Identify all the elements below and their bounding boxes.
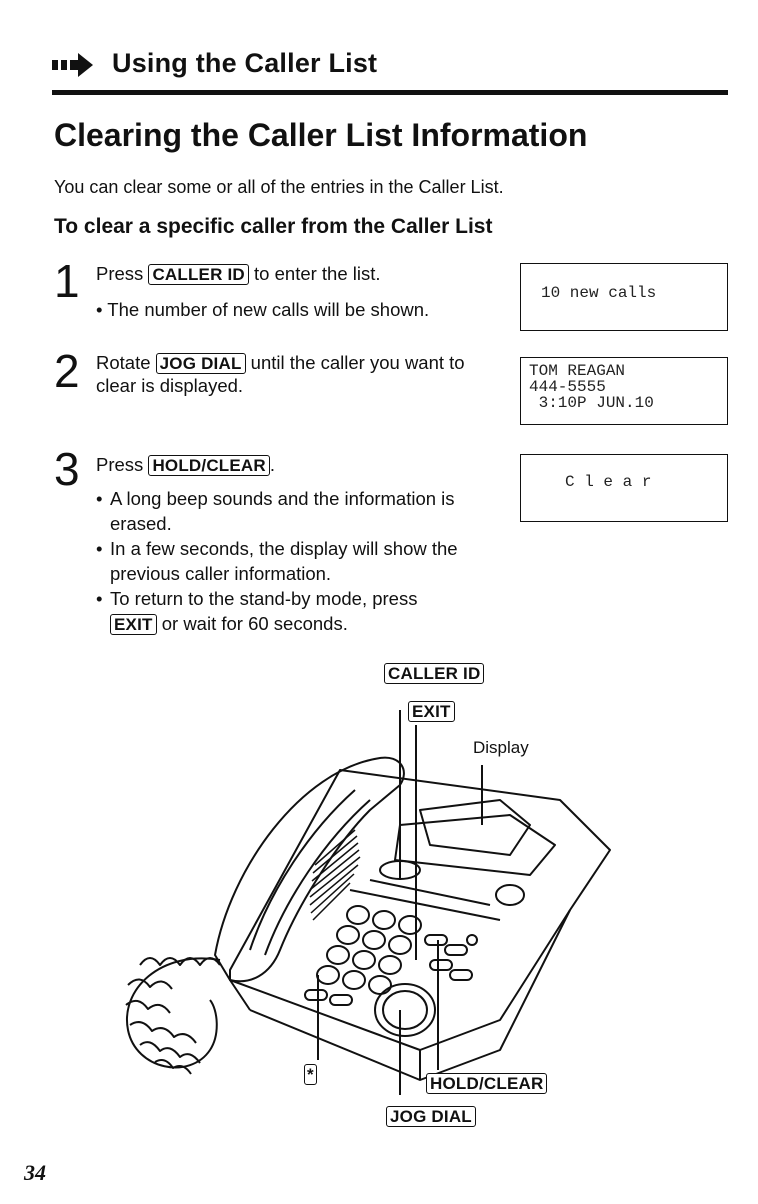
- step-text: [96, 453, 496, 476]
- page-title: Clearing the Caller List Information: [54, 117, 588, 153]
- telephone-illustration: [100, 650, 660, 1120]
- right-arrow-icon: [52, 52, 94, 78]
- caller-id-key: CALLER ID: [148, 264, 248, 285]
- bullet-text-post: or wait for 60 seconds.: [156, 613, 348, 634]
- callout-jog-dial: [386, 1106, 476, 1127]
- lcd-line: 3:10P JUN.10: [529, 394, 654, 412]
- step-number: 2: [54, 345, 80, 397]
- callout-star: [304, 1064, 317, 1085]
- lcd-display: [520, 357, 728, 425]
- lcd-line: C l e a r: [565, 473, 652, 491]
- bullet-text: To return to the stand-by mode, press: [110, 588, 418, 609]
- step-number: 1: [54, 255, 80, 307]
- bullet: • To return to the stand-by mode, press EXIT or wait for 60 seconds.: [96, 588, 418, 634]
- lcd-line: 444-5555: [529, 378, 606, 396]
- lcd-line: 10 new calls: [541, 284, 657, 302]
- bullet-text: In a few seconds, the display will show the previous caller information.: [110, 538, 458, 584]
- intro-text: You can clear some or all of the entries in the Caller List.: [54, 177, 504, 197]
- page-number: 34: [24, 1160, 46, 1185]
- step-text: [96, 351, 488, 397]
- step-text-post: until the caller you want to clear is displayed.: [96, 352, 465, 396]
- caller-id-key: CALLER ID: [384, 663, 484, 684]
- star-key: *: [304, 1064, 317, 1085]
- jog-dial-key: JOG DIAL: [386, 1106, 476, 1127]
- step-text-pre: Press: [96, 263, 149, 284]
- step-number: 3: [54, 443, 80, 495]
- bullet: • In a few seconds, the display will show the previous caller information.: [96, 536, 496, 586]
- lcd-display: [520, 454, 728, 522]
- exit-key: EXIT: [408, 701, 455, 722]
- callout-caller-id: [384, 663, 484, 684]
- subtitle: To clear a specific caller from the Caller List: [54, 215, 493, 238]
- coiled-cord-icon: [126, 958, 220, 1074]
- step-text-pre: Press: [96, 454, 149, 475]
- hold-clear-key: HOLD/CLEAR: [426, 1073, 547, 1094]
- bullet-text: The number of new calls will be shown.: [107, 299, 430, 320]
- hold-clear-key: HOLD/CLEAR: [148, 455, 269, 476]
- step-text-pre: Rotate: [96, 352, 156, 373]
- callout-hold-clear: [426, 1073, 547, 1094]
- lcd-display: [520, 263, 728, 331]
- header-rule: [52, 90, 728, 95]
- bullet: • A long beep sounds and the information is erased.: [96, 486, 496, 536]
- step-text-post: to enter the list.: [248, 263, 381, 284]
- jog-dial-key: JOG DIAL: [156, 353, 246, 374]
- step-text-post: .: [269, 454, 276, 475]
- callout-exit: [408, 701, 455, 722]
- exit-key: EXIT: [110, 614, 157, 635]
- lcd-line: TOM REAGAN: [529, 362, 626, 380]
- display-label: Display: [473, 738, 529, 757]
- bullet: • The number of new calls will be shown.: [96, 299, 430, 320]
- bullet-text: A long beep sounds and the information is erased.: [110, 488, 455, 534]
- step-text: [96, 262, 496, 285]
- section-title: Using the Caller List: [112, 48, 378, 78]
